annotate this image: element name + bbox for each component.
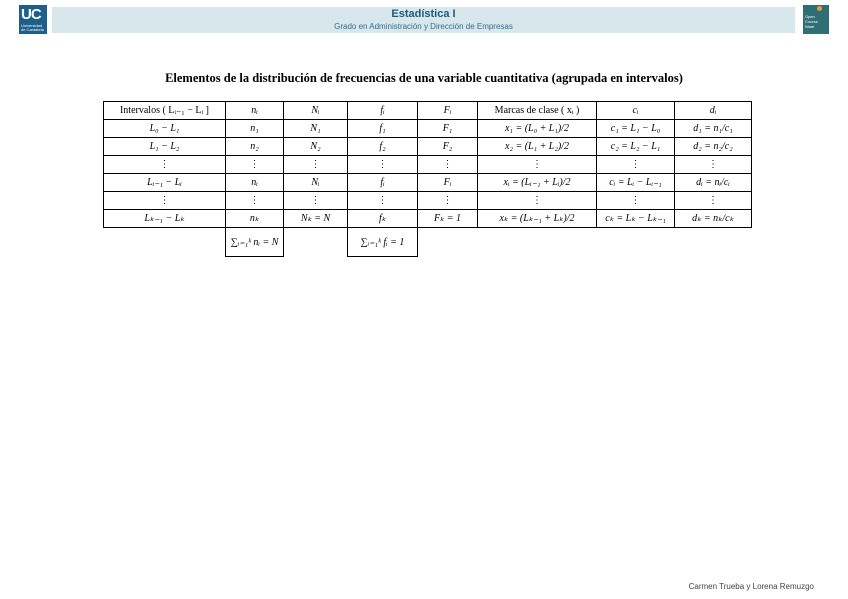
cell-fi: fᵢ	[348, 174, 418, 192]
document-title: Elementos de la distribución de frecuencias de una variable cuantitativa (agrupada en intervalos)	[165, 71, 683, 85]
cell-Ni: N₁	[284, 120, 348, 138]
cell-ellipsis: ⋮	[284, 192, 348, 210]
cell-class-mark: x₂ = (L₁ + L₂)/2	[478, 138, 597, 156]
ocw-logo-dot	[817, 6, 822, 11]
cell-ellipsis: ⋮	[226, 192, 284, 210]
cell-ni: n₁	[226, 120, 284, 138]
cell-ellipsis: ⋮	[284, 156, 348, 174]
header-Ni: Nᵢ	[284, 102, 348, 120]
cell-ellipsis: ⋮	[478, 156, 597, 174]
cell-Fi: F₂	[418, 138, 478, 156]
cell-ellipsis: ⋮	[104, 192, 226, 210]
course-banner	[52, 7, 795, 33]
table-row	[104, 120, 752, 138]
cell-Ni: N₂	[284, 138, 348, 156]
uc-logo-text: UC	[21, 6, 41, 23]
header-class-marks: Marcas de clase ( xᵢ )	[478, 102, 597, 120]
cell-ci: c₂ = L₂ − L₁	[597, 138, 675, 156]
sum-fi-cell: ∑ᵢ₌₁ᵏ fᵢ = 1	[348, 228, 418, 257]
cell-Fi: Fᵢ	[418, 174, 478, 192]
cell-fi: f₁	[348, 120, 418, 138]
header-intervals: Intervalos ( Lᵢ₋₁ − Lᵢ ]	[104, 102, 226, 120]
ocw-logo-line: Open	[805, 14, 815, 19]
empty-cell	[418, 228, 478, 257]
cell-di: dᵢ = nᵢ/cᵢ	[675, 174, 752, 192]
frequency-table	[103, 101, 752, 257]
table-row	[104, 192, 752, 210]
empty-cell	[675, 228, 752, 257]
header-Fi: Fᵢ	[418, 102, 478, 120]
table-row	[104, 210, 752, 228]
cell-Ni: Nₖ = N	[284, 210, 348, 228]
cell-interval: L₁ − L₂	[104, 138, 226, 156]
cell-ellipsis: ⋮	[226, 156, 284, 174]
cell-ci: cᵢ = Lᵢ − Lᵢ₋₁	[597, 174, 675, 192]
cell-interval: Lₖ₋₁ − Lₖ	[104, 210, 226, 228]
empty-cell	[104, 228, 226, 257]
cell-class-mark: xᵢ = (Lᵢ₋₁ + Lᵢ)/2	[478, 174, 597, 192]
empty-cell	[284, 228, 348, 257]
cell-ci: c₁ = L₁ − L₀	[597, 120, 675, 138]
cell-ellipsis: ⋮	[478, 192, 597, 210]
header-di: dᵢ	[675, 102, 752, 120]
ocw-logo	[803, 5, 829, 34]
cell-ni: nᵢ	[226, 174, 284, 192]
cell-ellipsis: ⋮	[418, 156, 478, 174]
sum-ni-cell: ∑ᵢ₌₁ᵏ nᵢ = N	[226, 228, 284, 257]
cell-ellipsis: ⋮	[597, 156, 675, 174]
header-ci: cᵢ	[597, 102, 675, 120]
table-row	[104, 174, 752, 192]
cell-ellipsis: ⋮	[597, 192, 675, 210]
cell-ellipsis: ⋮	[675, 192, 752, 210]
table-header-row	[104, 102, 752, 120]
course-subtitle: Grado en Administración y Dirección de Empresas	[334, 22, 513, 31]
cell-class-mark: xₖ = (Lₖ₋₁ + Lₖ)/2	[478, 210, 597, 228]
sum-row	[104, 228, 752, 257]
ocw-logo-line: Ware	[805, 24, 815, 29]
cell-Fi: F₁	[418, 120, 478, 138]
cell-ellipsis: ⋮	[348, 192, 418, 210]
header-fi: fᵢ	[348, 102, 418, 120]
empty-cell	[478, 228, 597, 257]
cell-ci: cₖ = Lₖ − Lₖ₋₁	[597, 210, 675, 228]
cell-Fi: Fₖ = 1	[418, 210, 478, 228]
cell-class-mark: x₁ = (L₀ + L₁)/2	[478, 120, 597, 138]
table-row	[104, 156, 752, 174]
empty-cell	[597, 228, 675, 257]
ocw-logo-line: Course	[805, 19, 818, 24]
cell-ellipsis: ⋮	[675, 156, 752, 174]
cell-ellipsis: ⋮	[104, 156, 226, 174]
cell-ni: n₂	[226, 138, 284, 156]
cell-interval: L₀ − L₁	[104, 120, 226, 138]
cell-di: dₖ = nₖ/cₖ	[675, 210, 752, 228]
cell-ni: nₖ	[226, 210, 284, 228]
table-row	[104, 138, 752, 156]
cell-fi: fₖ	[348, 210, 418, 228]
cell-ellipsis: ⋮	[348, 156, 418, 174]
cell-interval: Lᵢ₋₁ − Lᵢ	[104, 174, 226, 192]
course-title: Estadística I	[391, 8, 456, 20]
footer-authors: Carmen Trueba y Lorena Remuzgo	[688, 582, 814, 591]
uc-logo-subtext: Universidad de Cantabria	[21, 23, 44, 32]
uc-logo	[19, 5, 47, 34]
cell-fi: f₂	[348, 138, 418, 156]
cell-ellipsis: ⋮	[418, 192, 478, 210]
cell-di: d₂ = n₂/c₂	[675, 138, 752, 156]
cell-Ni: Nᵢ	[284, 174, 348, 192]
header-ni: nᵢ	[226, 102, 284, 120]
cell-di: d₁ = n₁/c₁	[675, 120, 752, 138]
